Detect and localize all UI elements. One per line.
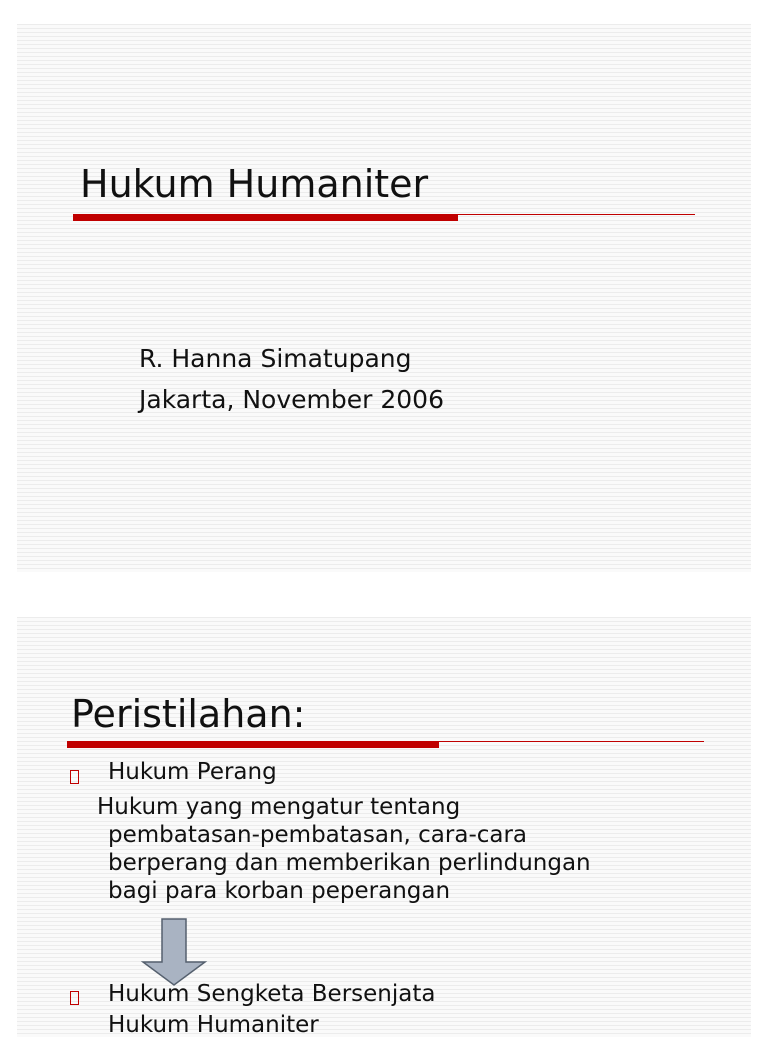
down-arrow-icon: [139, 917, 209, 987]
title-underline-thick: [73, 214, 458, 221]
item-description-line: bagi para korban peperangan: [108, 878, 451, 904]
place-date: Jakarta, November 2006: [139, 385, 444, 414]
slide-terminology-heading: Peristilahan:: [71, 692, 306, 736]
item-heading-hukum-sengketa-bersenjata: Hukum Sengketa Bersenjata: [108, 981, 436, 1007]
slide-title: [17, 24, 751, 572]
square-bullet-icon: [70, 770, 79, 784]
title-underline-thin: [458, 214, 695, 215]
item-heading-hukum-perang: Hukum Perang: [108, 759, 277, 785]
item-description-line: Hukum yang mengatur tentang: [97, 794, 461, 820]
item-description-line: pembatasan-pembatasan, cara-cara: [108, 822, 528, 848]
author-name: R. Hanna Simatupang: [139, 344, 412, 373]
title-underline-thin: [439, 741, 704, 742]
square-bullet-icon: [70, 991, 79, 1005]
item-next-line: Hukum Humaniter: [108, 1012, 319, 1038]
slide-title-heading: Hukum Humaniter: [80, 162, 429, 206]
title-underline-thick: [67, 741, 439, 748]
item-description-line: berperang dan memberikan perlindungan: [108, 850, 591, 876]
slide-terminology: [17, 617, 751, 1037]
